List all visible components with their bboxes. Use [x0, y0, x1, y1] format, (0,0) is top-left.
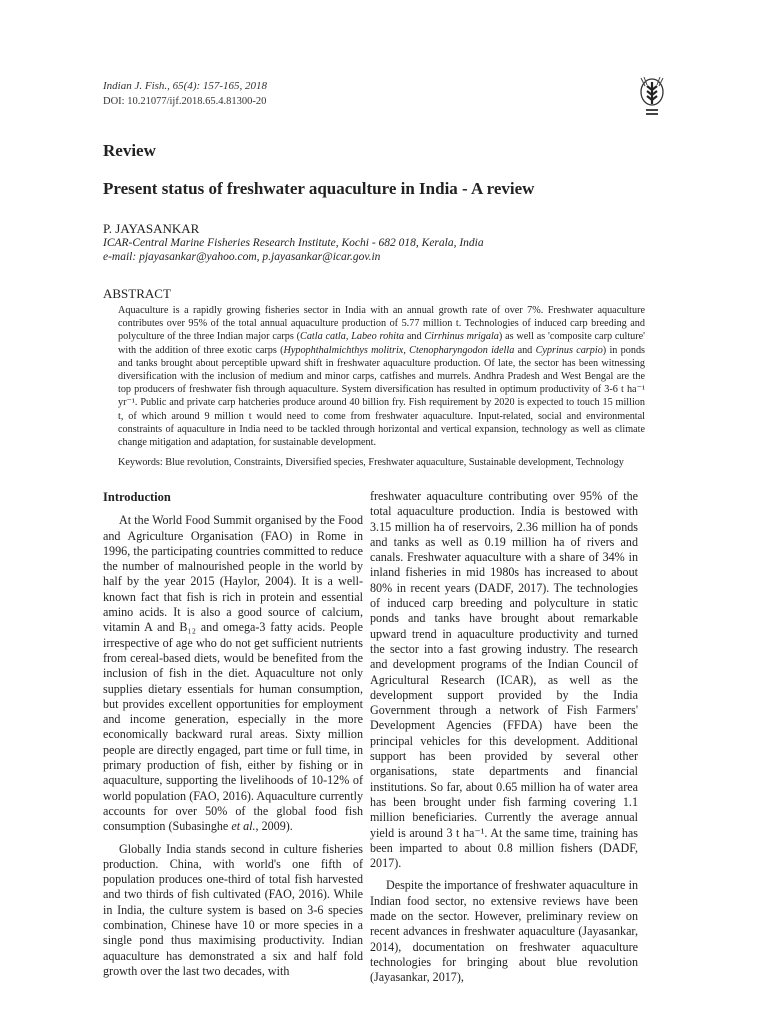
text-run: Despite the importance of freshwater aquaculture in Indian food sector, no extensive reviews have been made on the sector. However, preliminary review on recent advances in freshwater aquaculture (Jayasankar, 2014), documentation on freshwater aquaculture technologies for bringing about blue revolution (Jayasankar, 2017),	[370, 878, 638, 985]
icar-logo	[637, 76, 667, 118]
journal-citation: Indian J. Fish., 65(4): 157-165, 2018	[103, 80, 268, 92]
italic-text: Cirrhinus mrigala	[424, 331, 499, 343]
text-run: freshwater aquaculture contributing over 95% of the total aquaculture production. India is bestowed with 3.15 million ha of reservoirs, 2.36 million ha of ponds and tanks as well as 0.19 million ha of rivers and canals. Freshwater aquaculture with a share of 34% in inland fisheries in mid 1980s has increased to about 80% in recent years (DADF, 2017). The technologies of induced carp breeding and polyculture in static ponds and tanks have brought about remarkable upward trend in aquaculture productivity and turned the sector into a fast growing industry. The research and development programs of the Indian Council of Agricultural Research (ICAR), as well as the development support provided by the India Government through a network of Fish Farmers' Development Agencies (FFDA) have been the principal vehicles for this development. Additional support has been provided by several other organisations, state departments and financial institutions. So far, about 0.65 million ha of water area has been brought under fish farming covering 1.1 million beneficiaries. Currently the average annual yield is around 3 t ha⁻¹. At the same time, training has been imparted to about 0.8 million fishers (DADF, 2017).	[370, 489, 638, 871]
paper-title: Present status of freshwater aquaculture in India - A review	[103, 179, 535, 198]
text-run: , 2009).	[255, 819, 293, 834]
section-label: Review	[103, 141, 156, 160]
paragraph	[103, 513, 363, 834]
paragraph	[103, 842, 363, 980]
text-run: ) in ponds and tanks brought about perceptible upward shift in freshwater aquaculture production. Of late, the sector has been witnessing diversification with the inclusion of medium and minor carps, catfishes and murrels. Andhra Pradesh and West Bengal are the top producers of freshwater fish through aquaculture. System diversification has resulted in optimum productivity of 3-6 t ha⁻¹ yr⁻¹. Public and private carp hatcheries produce around 40 billion fry. Fish requirement by 2020 is expected to touch 15 million t, of which around 9 million t would need to come from freshwater aquaculture. Input-related, social and environmental constraints of aquaculture in India need to be tackled through horizontal and vertical expansion, technology as well as climate change mitigation and adaptation, for sustainable development.	[118, 344, 645, 449]
keywords: Keywords: Blue revolution, Constraints, Diversified species, Freshwater aquaculture, Sustainable development, Technology	[118, 457, 624, 468]
italic-text: Catla catla, Labeo rohita	[300, 331, 405, 343]
text-run: ) as well as 'composite carp culture' with the addition of three exotic carps (	[118, 331, 645, 356]
italic-text: et al.	[231, 819, 256, 834]
text-run: Aquaculture is a rapidly growing fisheries sector in India with an annual growth rate of over 7%. Freshwater aquaculture contributes over 95% of the total annual aquaculture production of 5.77 million t. Technologies of induced carp breeding and polyculture of the three Indian major carps (	[118, 305, 645, 343]
text-run: and	[404, 331, 425, 343]
italic-text: Hypophthalmichthys molitrix, Ctenopharyngodon idella	[283, 344, 515, 356]
abstract-heading: ABSTRACT	[103, 286, 171, 301]
italic-text: Cyprinus carpio	[535, 344, 603, 356]
body-right-column	[370, 489, 638, 993]
introduction-heading: Introduction	[103, 490, 171, 504]
doi: DOI: 10.21077/ijf.2018.65.4.81300-20	[103, 96, 267, 107]
paragraph	[370, 489, 638, 871]
body-left-column	[103, 490, 363, 986]
text-run: Globally India stands second in culture fisheries production. China, with world's one fifth of population produces one-third of total fish harvested and two thirds of fish cultivated (FAO, 2016). While in India, the culture system is based on 3-6 species combination, Chinese have 10 or more species in a single pond thus maximising productivity. Indian aquaculture has demonstrated a six and half fold growth over the last two decades, with	[103, 841, 363, 978]
author: P. JAYASANKAR	[103, 221, 200, 236]
abstract-text	[118, 304, 645, 449]
text-run: At the World Food Summit organised by the Food and Agriculture Organisation (FAO) in Rome in 1996, the participating countries committed to reduce the number of malnourished people in the world by half by the year 2015 (Haylor, 2004). It is a well-known fact that fish is rich in protein and essential amino acids. It is also a good source of calcium, vitamin A and B₁₂ and omega-3 fatty acids. People irrespective of age who do not get sufficient nutrients from cereal-based diets, would be benefited from the inclusion of fish in the diet. Aquaculture not only supplies dietary essentials for human consumption, but provides excellent opportunities for employment and income generation, especially in the more economically backward rural areas. Sixty million people are directly engaged, part time or full time, in primary production of fish, either by fishing or in aquaculture, supporting the livelihoods of 10-12% of world population (FAO, 2016). Aquaculture currently accounts for over 50% of the global food fish consumption (Subasinghe	[103, 513, 363, 834]
text-run: and	[514, 344, 536, 356]
author-email: e-mail: pjayasankar@yahoo.com, p.jayasankar@icar.gov.in	[103, 251, 381, 263]
paragraph	[370, 878, 638, 985]
affiliation: ICAR-Central Marine Fisheries Research Institute, Kochi - 682 018, Kerala, India	[103, 237, 484, 249]
